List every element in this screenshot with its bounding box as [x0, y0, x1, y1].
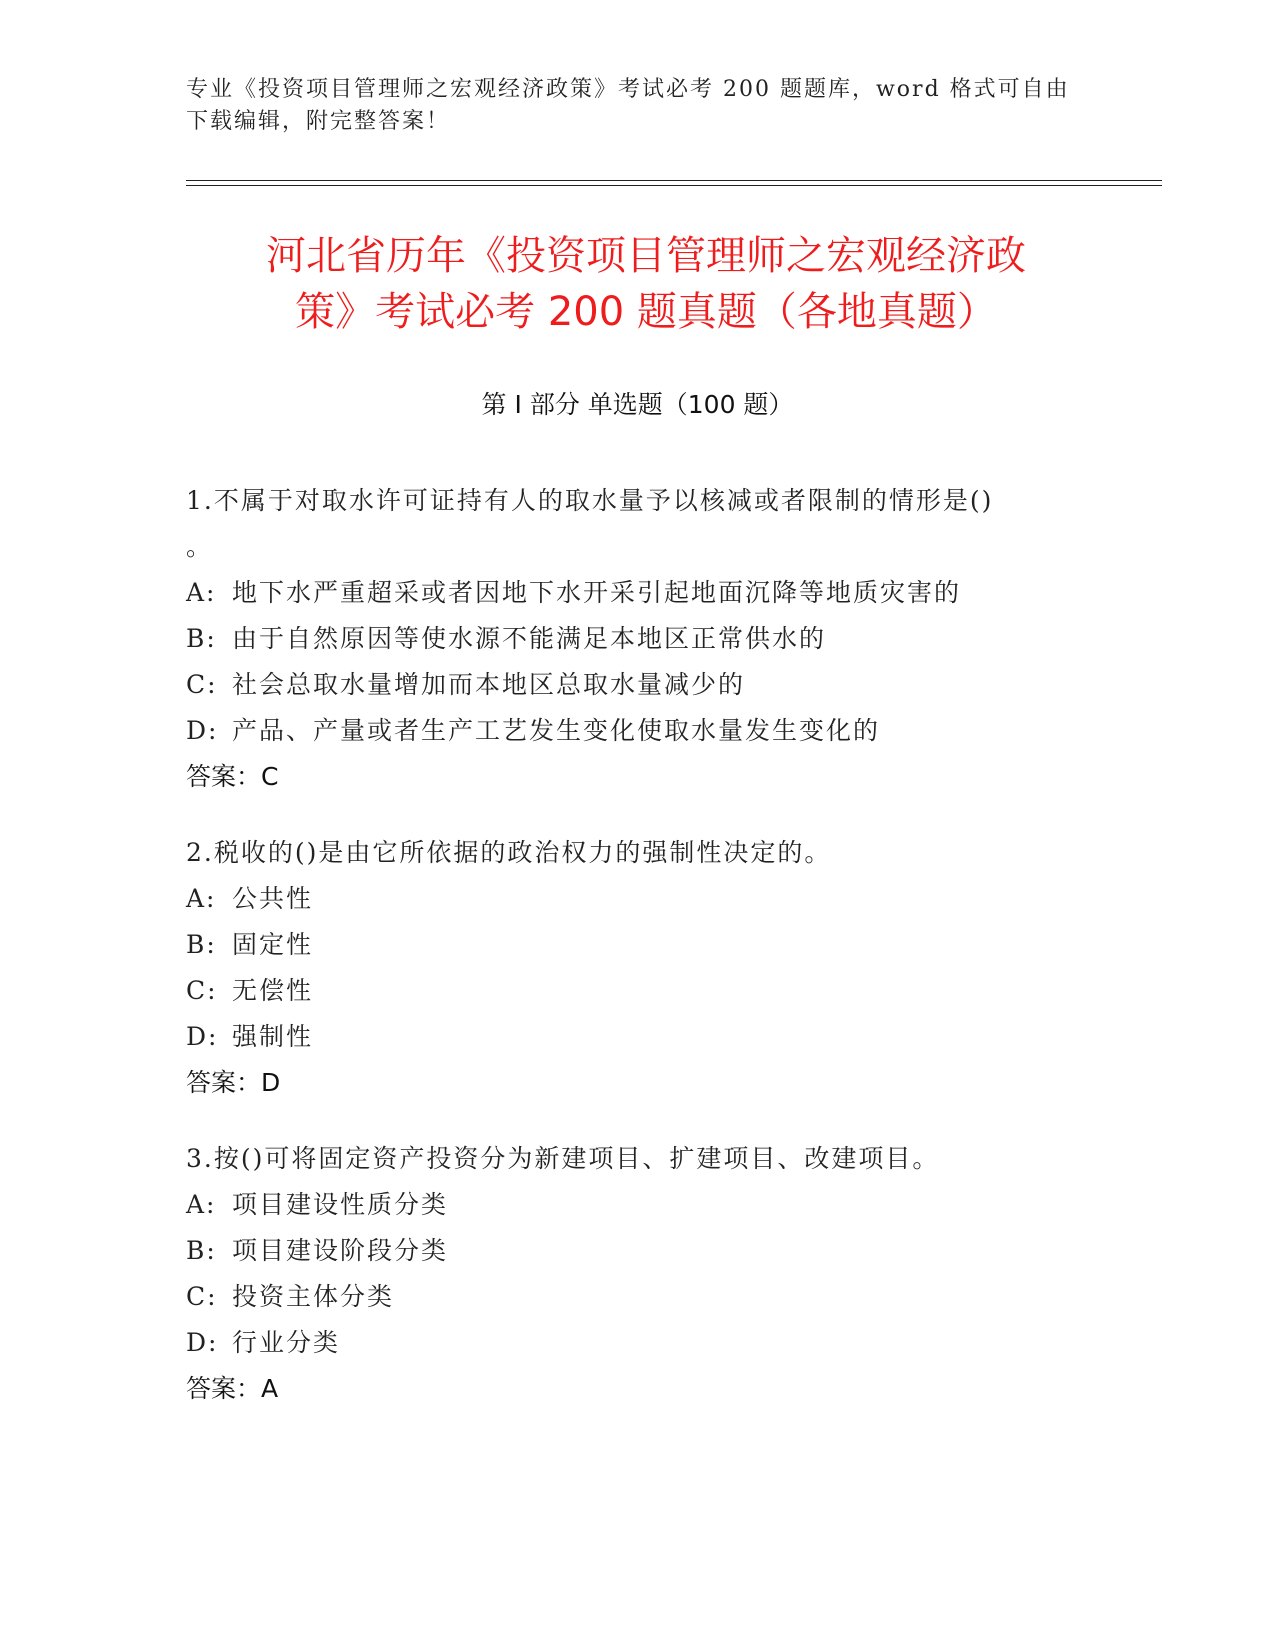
option-key: B:: [186, 1236, 217, 1265]
option-text: 无偿性: [232, 976, 314, 1005]
document-title-line1: 河北省历年《投资项目管理师之宏观经济政: [266, 233, 1026, 279]
header-divider-bottom: [186, 185, 1162, 186]
option-a: [186, 570, 1086, 616]
option-text: 地下水严重超采或者因地下水开采引起地面沉降等地质灾害的: [232, 578, 962, 607]
question-stem: 2.税收的()是由它所依据的政治权力的强制性决定的。: [186, 838, 832, 867]
option-text: 公共性: [232, 884, 314, 913]
option-key: B:: [186, 930, 217, 959]
option-d: [186, 708, 1086, 754]
option-c: [186, 968, 1086, 1014]
option-b: [186, 616, 1086, 662]
option-text: 产品、产量或者生产工艺发生变化使取水量发生变化的: [232, 716, 881, 745]
option-a: [186, 1182, 1086, 1228]
option-key: A:: [186, 884, 217, 913]
option-text: 社会总取水量增加而本地区总取水量减少的: [232, 670, 746, 699]
option-key: A:: [186, 578, 217, 607]
answer-line: 答案：D: [186, 1068, 281, 1097]
option-text: 项目建设阶段分类: [232, 1236, 449, 1265]
option-text: 由于自然原因等使水源不能满足本地区正常供水的: [232, 624, 827, 653]
option-text: 行业分类: [232, 1328, 341, 1357]
option-key: D:: [186, 1328, 219, 1357]
option-a: [186, 876, 1086, 922]
option-d: [186, 1014, 1086, 1060]
question-stem-continuation: 。: [186, 532, 214, 561]
option-key: C:: [186, 1282, 218, 1311]
option-key: A:: [186, 1190, 217, 1219]
option-text: 强制性: [232, 1022, 314, 1051]
document-title: [186, 228, 1106, 340]
header-divider-top: [186, 180, 1162, 181]
question-1: [186, 478, 1086, 800]
option-key: D:: [186, 1022, 219, 1051]
option-key: D:: [186, 716, 219, 745]
question-2: [186, 830, 1086, 1106]
option-key: B:: [186, 624, 217, 653]
option-d: [186, 1320, 1086, 1366]
option-text: 项目建设性质分类: [232, 1190, 449, 1219]
option-c: [186, 662, 1086, 708]
question-3: [186, 1136, 1086, 1412]
option-key: C:: [186, 670, 218, 699]
question-list: [186, 478, 1086, 1442]
option-text: 投资主体分类: [232, 1282, 395, 1311]
header-note: [186, 74, 1086, 138]
document-title-line2: 策》考试必考 200 题真题（各地真题）: [295, 289, 997, 335]
option-b: [186, 1228, 1086, 1274]
section-heading: 第 I 部分 单选题（100 题）: [481, 390, 794, 419]
option-text: 固定性: [232, 930, 314, 959]
question-stem: 1.不属于对取水许可证持有人的取水量予以核减或者限制的情形是(): [186, 486, 994, 515]
option-b: [186, 922, 1086, 968]
question-stem: 3.按()可将固定资产投资分为新建项目、扩建项目、改建项目。: [186, 1144, 940, 1173]
option-c: [186, 1274, 1086, 1320]
answer-line: 答案：C: [186, 762, 279, 791]
header-note-line1: 专业《投资项目管理师之宏观经济政策》考试必考 200 题题库，word 格式可自由: [186, 77, 1070, 102]
header-note-line2: 下载编辑，附完整答案！: [186, 109, 451, 134]
option-key: C:: [186, 976, 218, 1005]
answer-line: 答案：A: [186, 1374, 279, 1403]
